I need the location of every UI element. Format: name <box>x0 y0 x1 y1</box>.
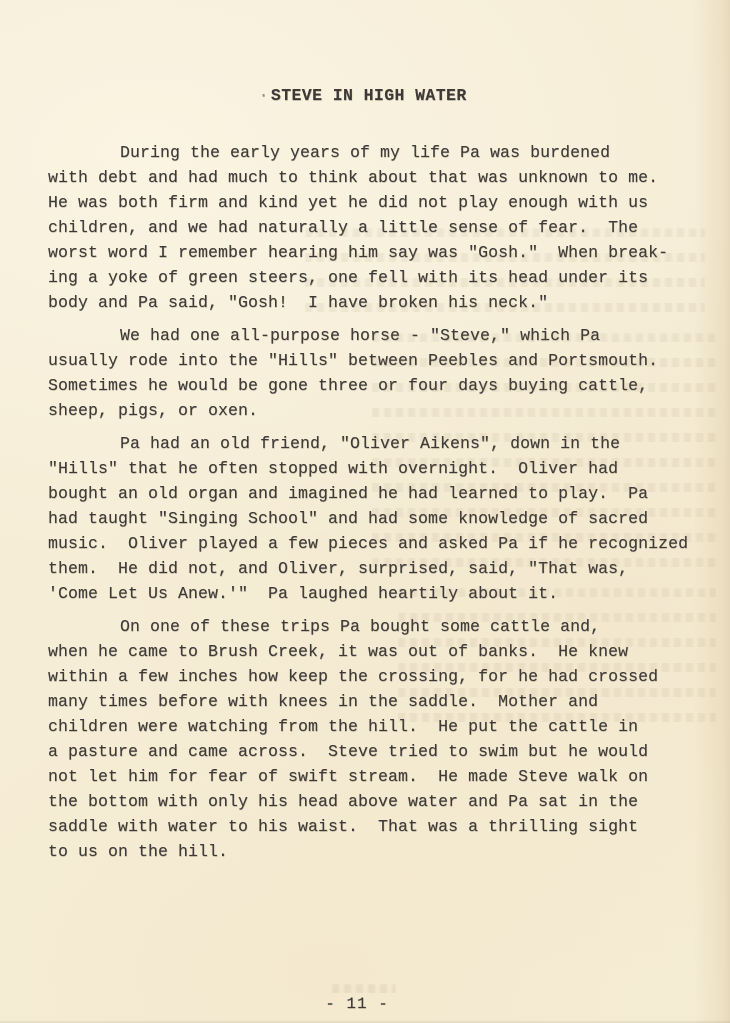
text-line: music. Oliver played a few pieces and asked Pa if he recognized <box>48 534 689 553</box>
text-line: usually rode into the "Hills" between Peebles and Portsmouth. <box>48 351 659 370</box>
text-line: Pa had an old friend, "Oliver Aikens", down in the <box>120 434 621 453</box>
page-number: - 11 - <box>325 995 389 1013</box>
text-line: ing a yoke of green steers, one fell with its head under its <box>48 268 649 287</box>
page-title <box>0 58 684 133</box>
paragraph <box>48 614 696 864</box>
paragraph <box>48 431 696 606</box>
text-line: had taught "Singing School" and had some knowledge of sacred <box>48 509 649 528</box>
paragraph <box>48 140 696 315</box>
text-line: children were watching from the hill. He put the cattle in <box>48 717 639 736</box>
text-line: Sometimes he would be gone three or four days buying cattle, <box>48 376 649 395</box>
text-line: within a few inches how keep the crossing, for he had crossed <box>48 667 659 686</box>
text-line: saddle with water to his waist. That was a thrilling sight <box>48 817 639 836</box>
text-line: "Hills" that he often stopped with overnight. Oliver had <box>48 459 619 478</box>
text-line: 'Come Let Us Anew.'" Pa laughed heartily about it. <box>48 584 559 603</box>
text-line: On one of these trips Pa bought some cattle and, <box>120 617 601 636</box>
text-line: children, and we had naturally a little sense of fear. The <box>48 218 639 237</box>
text-line: bought an old organ and imagined he had learned to play. Pa <box>48 484 649 503</box>
text-line: a pasture and came across. Steve tried to swim but he would <box>48 742 649 761</box>
paragraph <box>48 323 696 423</box>
text-line: He was both firm and kind yet he did not play enough with us <box>48 193 649 212</box>
text-line: the bottom with only his head above water and Pa sat in the <box>48 792 639 811</box>
title-stray-ink-mark: · <box>258 86 269 105</box>
text-line: We had one all-purpose horse - "Steve," which Pa <box>120 326 601 345</box>
text-line: with debt and had much to think about that was unknown to me. <box>48 168 659 187</box>
document-body <box>48 140 696 872</box>
text-line: when he came to Brush Creek, it was out of banks. He knew <box>48 642 629 661</box>
text-line: not let him for fear of swift stream. He made Steve walk on <box>48 767 649 786</box>
text-line: to us on the hill. <box>48 842 229 861</box>
text-line: worst word I remember hearing him say was "Gosh." When break- <box>48 243 669 262</box>
page-title-text: STEVE IN HIGH WATER <box>270 86 467 105</box>
text-line: many times before with knees in the saddle. Mother and <box>48 692 599 711</box>
text-line: them. He did not, and Oliver, surprised, said, "That was, <box>48 559 629 578</box>
text-line: sheep, pigs, or oxen. <box>48 401 259 420</box>
text-line: body and Pa said, "Gosh! I have broken his neck." <box>48 293 549 312</box>
text-line: During the early years of my life Pa was burdened <box>120 143 611 162</box>
